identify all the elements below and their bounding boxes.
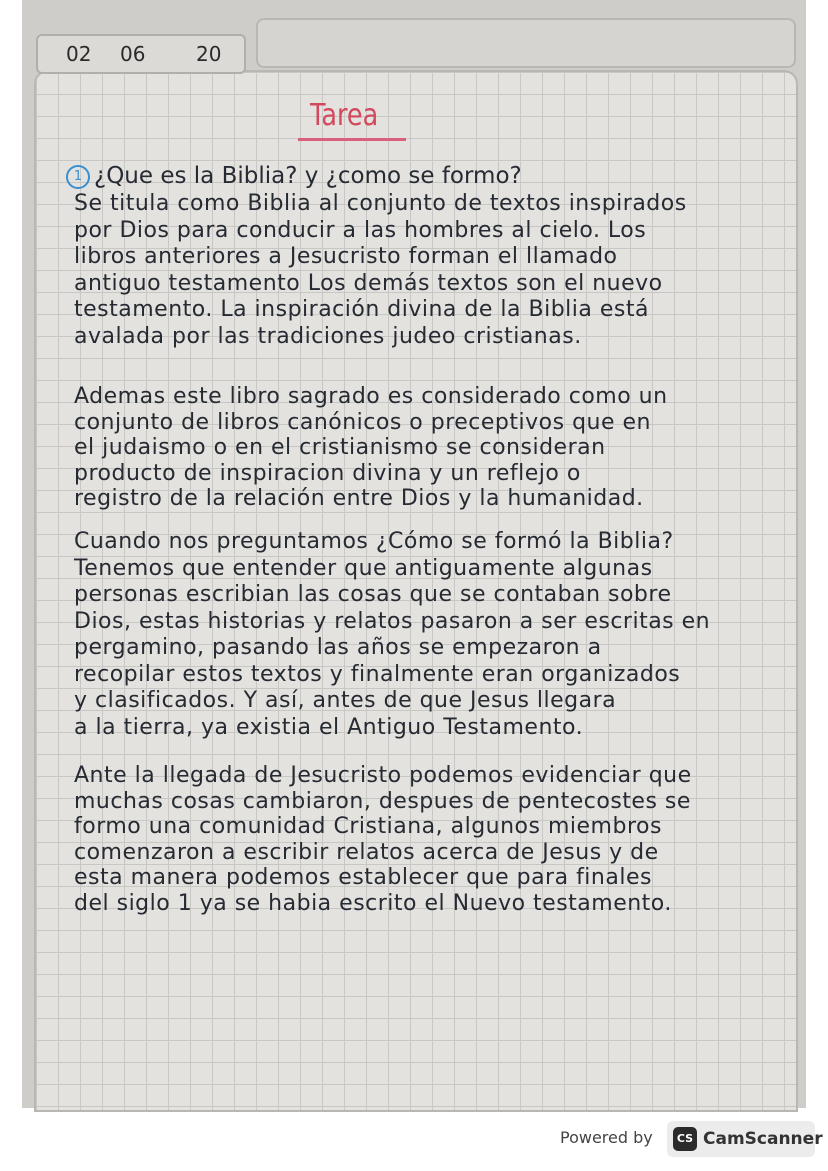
text-line: el judaismo o en el cristianismo se consideran bbox=[74, 435, 606, 460]
text-line: Tenemos que entender que antiguamente algunas bbox=[74, 555, 653, 581]
date-day: 02 bbox=[66, 42, 92, 66]
text-line: y clasificados. Y así, antes de que Jesus llegara bbox=[74, 688, 617, 713]
text-line: del siglo 1 ya se habia escrito el Nuevo testamento. bbox=[74, 890, 672, 916]
text-line: avalada por las tradiciones judeo cristianas. bbox=[74, 323, 582, 349]
text-line: antiguo testamento Los demás textos son el nuevo bbox=[74, 270, 663, 296]
text-line: Ante la llegada de Jesucristo podemos evidenciar que bbox=[74, 763, 692, 788]
camscanner-logo-icon: CS bbox=[673, 1127, 697, 1151]
text-line: Dios, estas historias y relatos pasaron a ser escritas en bbox=[74, 608, 711, 634]
text-line: a la tierra, ya existia el Antiguo Testamento. bbox=[74, 714, 584, 740]
powered-by-label: Powered by bbox=[560, 1128, 653, 1147]
text-line: libros anteriores a Jesucristo forman el llamado bbox=[74, 244, 618, 269]
text-line: conjunto de libros canónicos o preceptivos que en bbox=[74, 409, 651, 435]
title-underline bbox=[298, 138, 406, 141]
question bbox=[66, 163, 522, 189]
text-line: Se titula como Biblia al conjunto de textos inspirados bbox=[74, 191, 687, 216]
text-line: muchas cosas cambiaron, despues de pentecostes se bbox=[74, 788, 691, 814]
text-line: producto de inspiracion divina y un reflejo o bbox=[74, 460, 581, 486]
text-line: testamento. La inspiración divina de la Biblia está bbox=[74, 297, 649, 322]
page-title: Tarea bbox=[310, 98, 379, 133]
text-line: por Dios para conducir a las hombres al cielo. Los bbox=[74, 217, 647, 243]
text-line: Cuando nos preguntamos ¿Cómo se formó la Biblia? bbox=[74, 529, 674, 554]
text-line: Ademas este libro sagrado es considerado como un bbox=[74, 384, 668, 409]
date-month: 06 bbox=[120, 42, 146, 66]
text-line: formo una comunidad Cristiana, algunos miembros bbox=[74, 814, 662, 839]
text-line: recopilar estos textos y finalmente eran organizados bbox=[74, 661, 681, 687]
question-text: ¿Que es la Biblia? y ¿como se formo? bbox=[94, 163, 522, 189]
text-line: comenzaron a escribir relatos acerca de Jesus y de bbox=[74, 839, 659, 865]
text-line: pergamino, pasando las años se empezaron a bbox=[74, 635, 602, 660]
question-number: 1 bbox=[66, 165, 90, 189]
text-line: registro de la relación entre Dios y la humanidad. bbox=[74, 486, 644, 511]
text-line: personas escribian las cosas que se contaban sobre bbox=[74, 582, 672, 607]
header-box bbox=[256, 18, 796, 68]
camscanner-brand: CamScanner bbox=[703, 1129, 823, 1149]
date-box bbox=[36, 34, 246, 74]
camscanner-badge bbox=[667, 1121, 823, 1157]
date-year: 20 bbox=[196, 42, 222, 66]
text-line: esta manera podemos establecer que para finales bbox=[74, 865, 652, 890]
